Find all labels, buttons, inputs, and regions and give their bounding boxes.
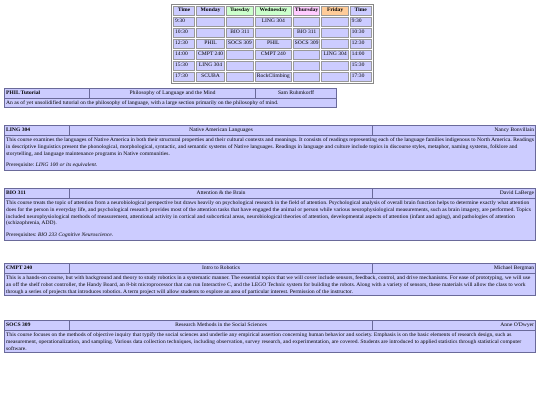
- time-cell: 9:30: [350, 17, 372, 27]
- course-slot: SCUBA: [196, 72, 225, 82]
- header-time-right: Time: [350, 6, 372, 16]
- schedule-row: [173, 39, 372, 49]
- empty-slot: [196, 28, 225, 38]
- empty-slot: [226, 72, 254, 82]
- course-instructor: Nancy Bonvillain: [494, 127, 534, 133]
- time-cell: 15:30: [350, 61, 372, 71]
- empty-slot: [293, 50, 321, 60]
- empty-slot: [196, 17, 225, 27]
- course-instructor: Anne O'Dwyer: [500, 322, 534, 328]
- tutorial-description: An as of yet unsolidified tutorial on the philosophy of language, with a large section primarily on the philosophy of mind.: [6, 100, 279, 106]
- schedule-row: [173, 72, 372, 82]
- course-header: [5, 189, 535, 199]
- course-code: CMPT 240: [5, 264, 70, 273]
- time-cell: 9:30: [173, 17, 195, 27]
- time-cell: 10:30: [350, 28, 372, 38]
- schedule-row: [173, 61, 372, 71]
- course-name: Attention & the Brain: [70, 189, 373, 198]
- empty-slot: [293, 72, 321, 82]
- prereq-value: LING 100 or its equivalent.: [35, 162, 98, 169]
- course-slot: SOCS 309: [293, 39, 321, 49]
- course-description: This course treats the topic of attention from a neurobiological perspective but draws heavily on psychological research in the field of attention. Psychological analysis of overall brain function helps to determine exactly what attention does for the person in everyday life, and psychological research provides most of the attention tasks that have engaged the animal or person while various neurophysiological measurements, such as brain imagery, are performed. Topics included neurophysiological methods of measurement, attentional activity in cortical and subcortical areas, neurobiological theories of attention, developmental aspects of attention (infant and aging), and pathologies of attention (schizophrenia, ADD).: [6, 200, 531, 227]
- schedule-row: [173, 50, 372, 60]
- time-cell: 12:30: [350, 39, 372, 49]
- schedule-header-row: [173, 6, 372, 16]
- course-slot: CMPT 240: [255, 50, 292, 60]
- course-header: [5, 126, 535, 136]
- tutorial-code: PHIL Tutorial: [5, 89, 90, 98]
- time-cell: 14:00: [173, 50, 195, 60]
- empty-slot: [226, 61, 254, 71]
- course-prerequisite: [5, 227, 535, 240]
- header-wednesday: Wednesday: [255, 6, 292, 16]
- course-name: Intro to Robotics: [70, 264, 373, 273]
- course-name: Research Methods in the Social Sciences: [70, 321, 373, 330]
- empty-slot: [226, 17, 254, 27]
- schedule-row: [173, 17, 372, 27]
- course-slot: CMPT 240: [196, 50, 225, 60]
- empty-slot: [321, 39, 348, 49]
- empty-slot: [293, 61, 321, 71]
- course-header: [5, 321, 535, 331]
- course-slot: BIO 311: [226, 28, 254, 38]
- tutorial-instructor: Sam Ruhmkorff: [277, 90, 315, 96]
- course-code: BIO 311: [5, 189, 70, 198]
- course-description: This course focuses on the methods of objective inquiry that typify the social sciences and underlie any empirical assertion concerning human behavior and society. Emphasis is on the basic elements of research design, such as measurement, operationalization, and sampling. Various data collection techniques, including observation, survey research, and experimentation, are covered. Students are introduced to applied statistics through statistical computer software.: [6, 332, 522, 352]
- course-slot: RockClimbing: [255, 72, 292, 82]
- empty-slot: [293, 17, 321, 27]
- tutorial-name: Philosophy of Language and the Mind: [90, 89, 256, 98]
- course-slot: LING 304: [321, 50, 348, 60]
- header-thursday: Thursday: [293, 6, 321, 16]
- course-box-socs-309: [4, 320, 536, 353]
- empty-slot: [255, 61, 292, 71]
- header-tuesday: Tuesday: [226, 6, 254, 16]
- time-cell: 17:30: [173, 72, 195, 82]
- time-cell: 17:30: [350, 72, 372, 82]
- prereq-label: Prerequisite:: [6, 162, 36, 169]
- schedule-body: [173, 17, 372, 82]
- course-instructor: David LaBerge: [499, 190, 534, 196]
- course-slot: SOCS 309: [226, 39, 254, 49]
- course-slot: PHIL: [196, 39, 225, 49]
- empty-slot: [321, 28, 348, 38]
- tutorial-header: [5, 89, 336, 99]
- time-cell: 14:00: [350, 50, 372, 60]
- course-slot: BIO 311: [293, 28, 321, 38]
- course-name: Native American Languages: [70, 126, 373, 135]
- schedule-row: [173, 28, 372, 38]
- header-monday: Monday: [196, 6, 225, 16]
- course-slot: LING 304: [196, 61, 225, 71]
- course-code: SOCS 309: [5, 321, 70, 330]
- prereq-value: BIO 233 Cognitive Neuroscience.: [37, 232, 114, 239]
- course-prerequisite: [5, 157, 535, 170]
- time-cell: 12:30: [173, 39, 195, 49]
- course-description: This course examines the languages of Native America in both their structural properties and their cultural contexts and meanings. It consists of readings representing each of the language families indigenous to North America. Readings in descriptive linguistics present the phonological, morphological, syntactic, and semantic systems of Native languages. Readings in language and culture include topics in discourse styles, metaphor, naming systems, folklore and storytelling, and language maintenance programs in Native communities.: [6, 137, 534, 157]
- course-box-cmpt-240: [4, 263, 536, 296]
- time-cell: 10:30: [173, 28, 195, 38]
- schedule-table: [171, 4, 374, 84]
- course-box-bio-311: [4, 188, 536, 241]
- course-slot: PHIL: [255, 39, 292, 49]
- empty-slot: [226, 50, 254, 60]
- course-code: LING 304: [5, 126, 70, 135]
- header-friday: Friday: [321, 6, 348, 16]
- empty-slot: [321, 17, 348, 27]
- course-description: This is a hands-on course, but with background and theory to study robotics in a systematic manner. The essential topics that we will cover include sensors, feedback, control, and drive mechanisms. For ease of prototyping, we will use an off the shelf robot controller, the Handy Board, an 8-bit microprocessor that can run Interactive C, and the LEGO Technic system for building the robots. Along with a variety of sensors, these materials will allow the class to work through a series of projects that introduces robotics. A term project will allow students to explore an area of particular interest. Permission of the instructor.: [6, 275, 531, 295]
- tutorial-box: [4, 88, 337, 108]
- course-header: [5, 264, 535, 274]
- course-box-ling-304: [4, 125, 536, 171]
- empty-slot: [255, 28, 292, 38]
- prereq-label: Prerequisites:: [6, 232, 38, 239]
- course-instructor: Michael Bergman: [493, 265, 534, 271]
- time-cell: 15:30: [173, 61, 195, 71]
- empty-slot: [321, 61, 348, 71]
- header-time: Time: [173, 6, 195, 16]
- empty-slot: [321, 72, 348, 82]
- course-slot: LING 304: [255, 17, 292, 27]
